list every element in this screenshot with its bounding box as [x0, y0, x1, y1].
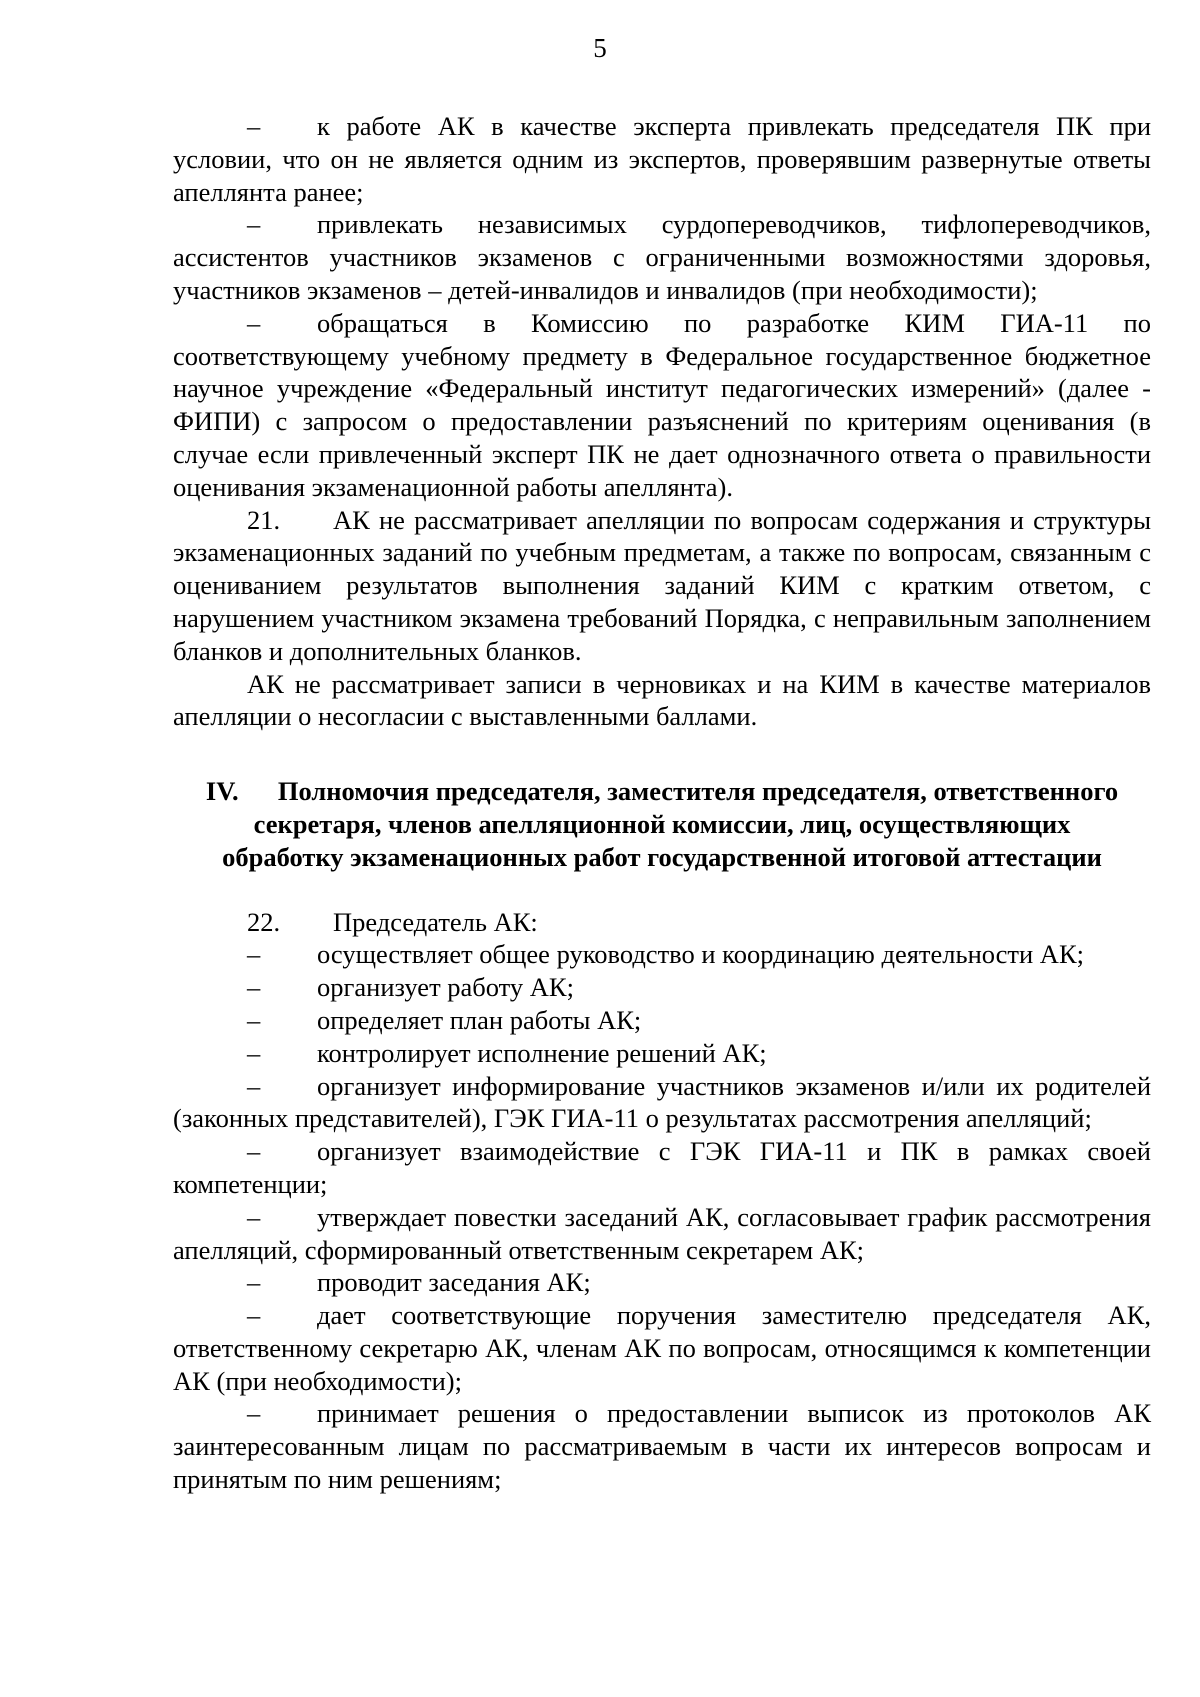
section-heading-line-2: секретаря, членов апелляционной комиссии, лиц, осуществляющих [253, 808, 1071, 839]
clause-number: 22. [247, 906, 281, 937]
dash-marker: – [247, 307, 261, 338]
clause-22 [173, 906, 1151, 939]
list-item [173, 971, 1151, 1004]
paragraph-text: Председатель АК: [333, 906, 538, 937]
paragraph-text: организует работу АК; [317, 972, 574, 1003]
paragraph-text: к работе АК в качестве эксперта привлекать председателя ПК при условии, что он не является одним из экспертов, проверявшим развернутые ответы апеллянта ранее; [173, 111, 1151, 207]
list-item-interpreters [173, 208, 1151, 306]
dash-marker: – [247, 111, 261, 141]
paragraph-text: организует взаимодействие с ГЭК ГИА-11 и ПК в рамках своей компетенции; [173, 1136, 1151, 1199]
dash-marker: – [247, 209, 261, 240]
heading-text: Полномочия председателя, заместителя председателя, ответственного [277, 776, 1119, 807]
paragraph-text: осуществляет общее руководство и координацию деятельности АК; [317, 939, 1084, 970]
list-item [173, 1299, 1151, 1397]
section-heading-line-3: обработку экзаменационных работ государственной итоговой аттестации [222, 841, 1102, 872]
list-item [173, 1397, 1151, 1495]
paragraph-text: организует информирование участников экзаменов и/или их родителей (законных представителей), ГЭК ГИА-11 о результатах рассмотрения апелляций; [173, 1070, 1151, 1134]
list-item [173, 938, 1151, 971]
dash-marker: – [247, 1136, 261, 1167]
list-item [173, 1201, 1151, 1267]
paragraph-text: принимает решения о предоставлении выписок из протоколов АК заинтересованным лицам по рассматриваемым в части их интересов вопросам и принятым по ним решениям; [173, 1398, 1151, 1495]
document-body [173, 110, 1151, 1496]
dash-marker: – [247, 939, 261, 970]
paragraph-text: обращаться в Комиссию по разработке КИМ ГИА-11 по соответствующему учебному предмету в Федеральное государственное бюджетное научное учреждение «Федеральный институт педагогических измерений» (далее - ФИПИ) с запросом о предоставлении разъяснений по критериям оценивания (в случае если привлеченный эксперт ПК не дает однозначного ответа о правильности оценивания экзаменационной работы апеллянта). [173, 307, 1151, 502]
paragraph-text: определяет план работы АК; [317, 1004, 642, 1035]
section-roman-numeral: IV. [205, 776, 239, 807]
dash-marker: – [247, 1070, 261, 1101]
dash-marker: – [247, 1037, 261, 1068]
paragraph-text: контролирует исполнение решений АК; [317, 1037, 767, 1068]
dash-marker: – [247, 972, 261, 1003]
list-item [173, 1135, 1151, 1201]
clause-21 [173, 504, 1151, 668]
paragraph-drafts: АК не рассматривает записи в черновиках и на КИМ в качестве материалов апелляции о несогласии с выставленными баллами. [173, 668, 1151, 732]
list-item [173, 1070, 1151, 1136]
dash-marker: – [247, 1267, 261, 1298]
dash-marker: – [247, 1398, 261, 1429]
page-number: 5 [593, 33, 607, 63]
paragraph-text: привлекать независимых сурдопереводчиков, тифлопереводчиков, ассистентов участников экзаменов с ограниченными возможностями здоровья, участников экзаменов – детей-инвалидов и инвалидов (при необходимости); [173, 209, 1151, 305]
list-item [173, 1266, 1151, 1299]
list-item-fipi-request [173, 307, 1151, 504]
paragraph-text: дает соответствующие поручения заместителю председателя АК, ответственному секретарю АК, членам АК по вопросам, относящимся к компетенции АК (при необходимости); [173, 1300, 1151, 1396]
dash-marker: – [247, 1300, 261, 1331]
paragraph-text: утверждает повестки заседаний АК, согласовывает график рассмотрения апелляций, сформированный ответственным секретарем АК; [173, 1201, 1151, 1265]
list-item [173, 1037, 1151, 1070]
paragraph-text: проводит заседания АК; [317, 1267, 591, 1298]
clause-number: 21. [247, 504, 281, 535]
dash-marker: – [247, 1004, 261, 1035]
list-item [173, 1004, 1151, 1037]
paragraph-text: АК не рассматривает апелляции по вопросам содержания и структуры экзаменационных заданий по учебным предметам, а также по вопросам, связанным с оцениванием результатов выполнения заданий КИМ с кратким ответом, с нарушением участником экзамена требований Порядка, с неправильным заполнением бланков и дополнительных бланков. [173, 504, 1151, 666]
dash-marker: – [247, 1201, 261, 1232]
section-heading [173, 775, 1151, 873]
list-item-expert [173, 110, 1151, 208]
section-heading-line-1 [173, 775, 1151, 808]
